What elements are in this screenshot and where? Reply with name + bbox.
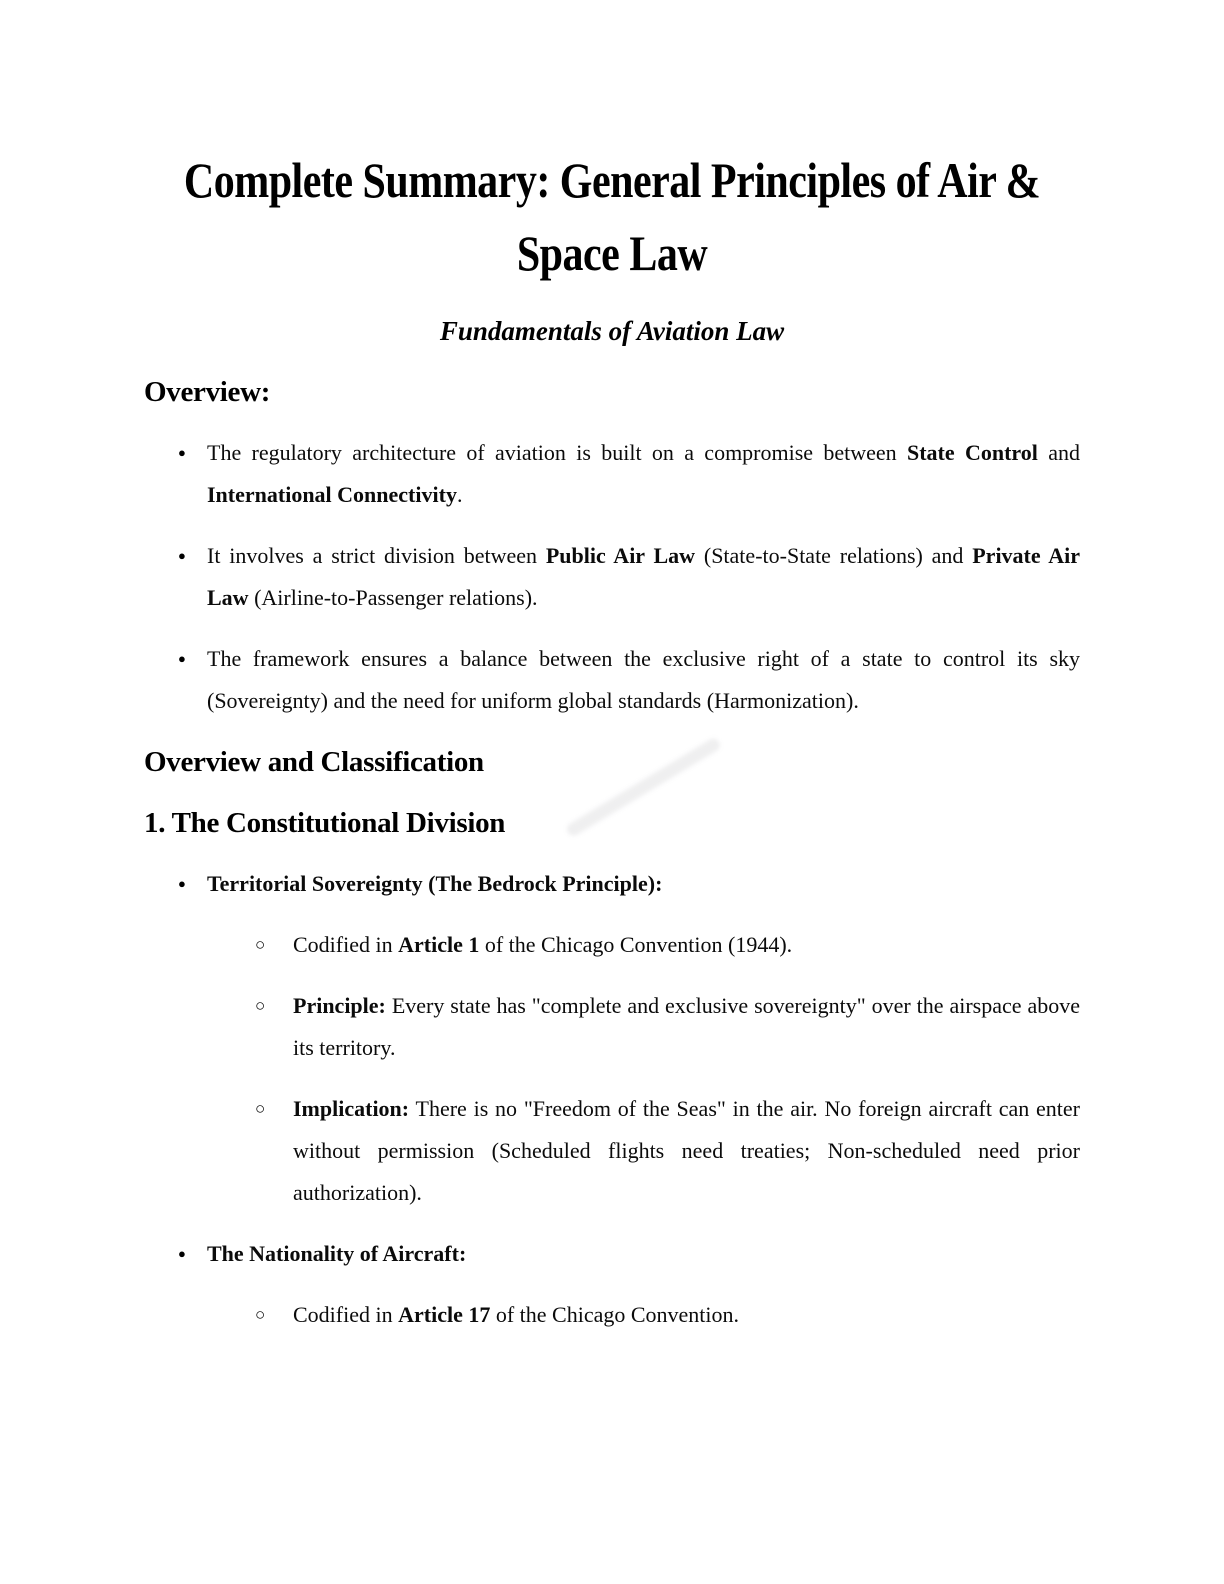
text-run: The framework ensures a balance between the exclusive right of a state to control its sky (Sovereignty) and the need for uniform global standards (Harmonization). [207, 646, 1080, 713]
bullet-circle-icon: ○ [255, 1305, 266, 1324]
list-item-level-2 [255, 1088, 1080, 1214]
document-body [144, 371, 1080, 1336]
text-run: Principle: Every state has "complete and exclusive sovereignty" over the airspace above its territory. [293, 993, 1080, 1060]
text-run: 1. The Constitutional Division [144, 807, 506, 839]
section-heading [144, 371, 1080, 413]
list-item-level-1 [178, 863, 1080, 905]
list-item-level-1 [178, 638, 1080, 722]
text-run: Overview and Classification [144, 746, 484, 778]
bullet-dot-icon: ● [178, 445, 186, 460]
list-item-level-2 [255, 1294, 1080, 1336]
list-item-level-1 [178, 535, 1081, 619]
section-heading [144, 802, 1080, 844]
text-run: Codified in Article 1 of the Chicago Convention (1944). [293, 932, 793, 957]
bullet-circle-icon: ○ [255, 935, 266, 954]
bullet-dot-icon: ● [178, 1246, 186, 1261]
bullet-circle-icon: ○ [255, 996, 266, 1015]
bullet-dot-icon: ● [178, 548, 186, 563]
bullet-dot-icon: ● [178, 876, 186, 891]
document-content [144, 146, 1080, 1355]
list-item-level-1 [178, 1233, 1080, 1275]
section-heading [144, 741, 1080, 783]
document-title [144, 146, 1080, 292]
text-run: Territorial Sovereignty (The Bedrock Principle): [207, 871, 663, 896]
title-line-2: Space Law [516, 227, 708, 283]
list-item-level-2 [255, 985, 1080, 1069]
text-run: Overview: [144, 376, 271, 408]
bullet-circle-icon: ○ [255, 1099, 266, 1118]
bullet-dot-icon: ● [178, 651, 186, 666]
text-run: The regulatory architecture of aviation is built on a compromise between State Control and International Connectivity. [207, 440, 1080, 507]
text-run: Codified in Article 17 of the Chicago Convention. [293, 1302, 740, 1327]
list-item-level-1 [178, 432, 1080, 516]
text-run: The Nationality of Aircraft: [207, 1241, 467, 1266]
text-run: It involves a strict division between Public Air Law (State-to-State relations) and Private Air Law (Airline-to-Passenger relations). [207, 543, 1081, 610]
list-item-level-2 [255, 924, 1080, 966]
title-line-1: Complete Summary: General Principles of Air & [183, 154, 1041, 210]
text-run: Implication: There is no "Freedom of the Seas" in the air. No foreign aircraft can enter without permission (Scheduled flights need treaties; Non-scheduled need prior authorization). [293, 1096, 1080, 1205]
document-subtitle: Fundamentals of Aviation Law [439, 316, 785, 346]
